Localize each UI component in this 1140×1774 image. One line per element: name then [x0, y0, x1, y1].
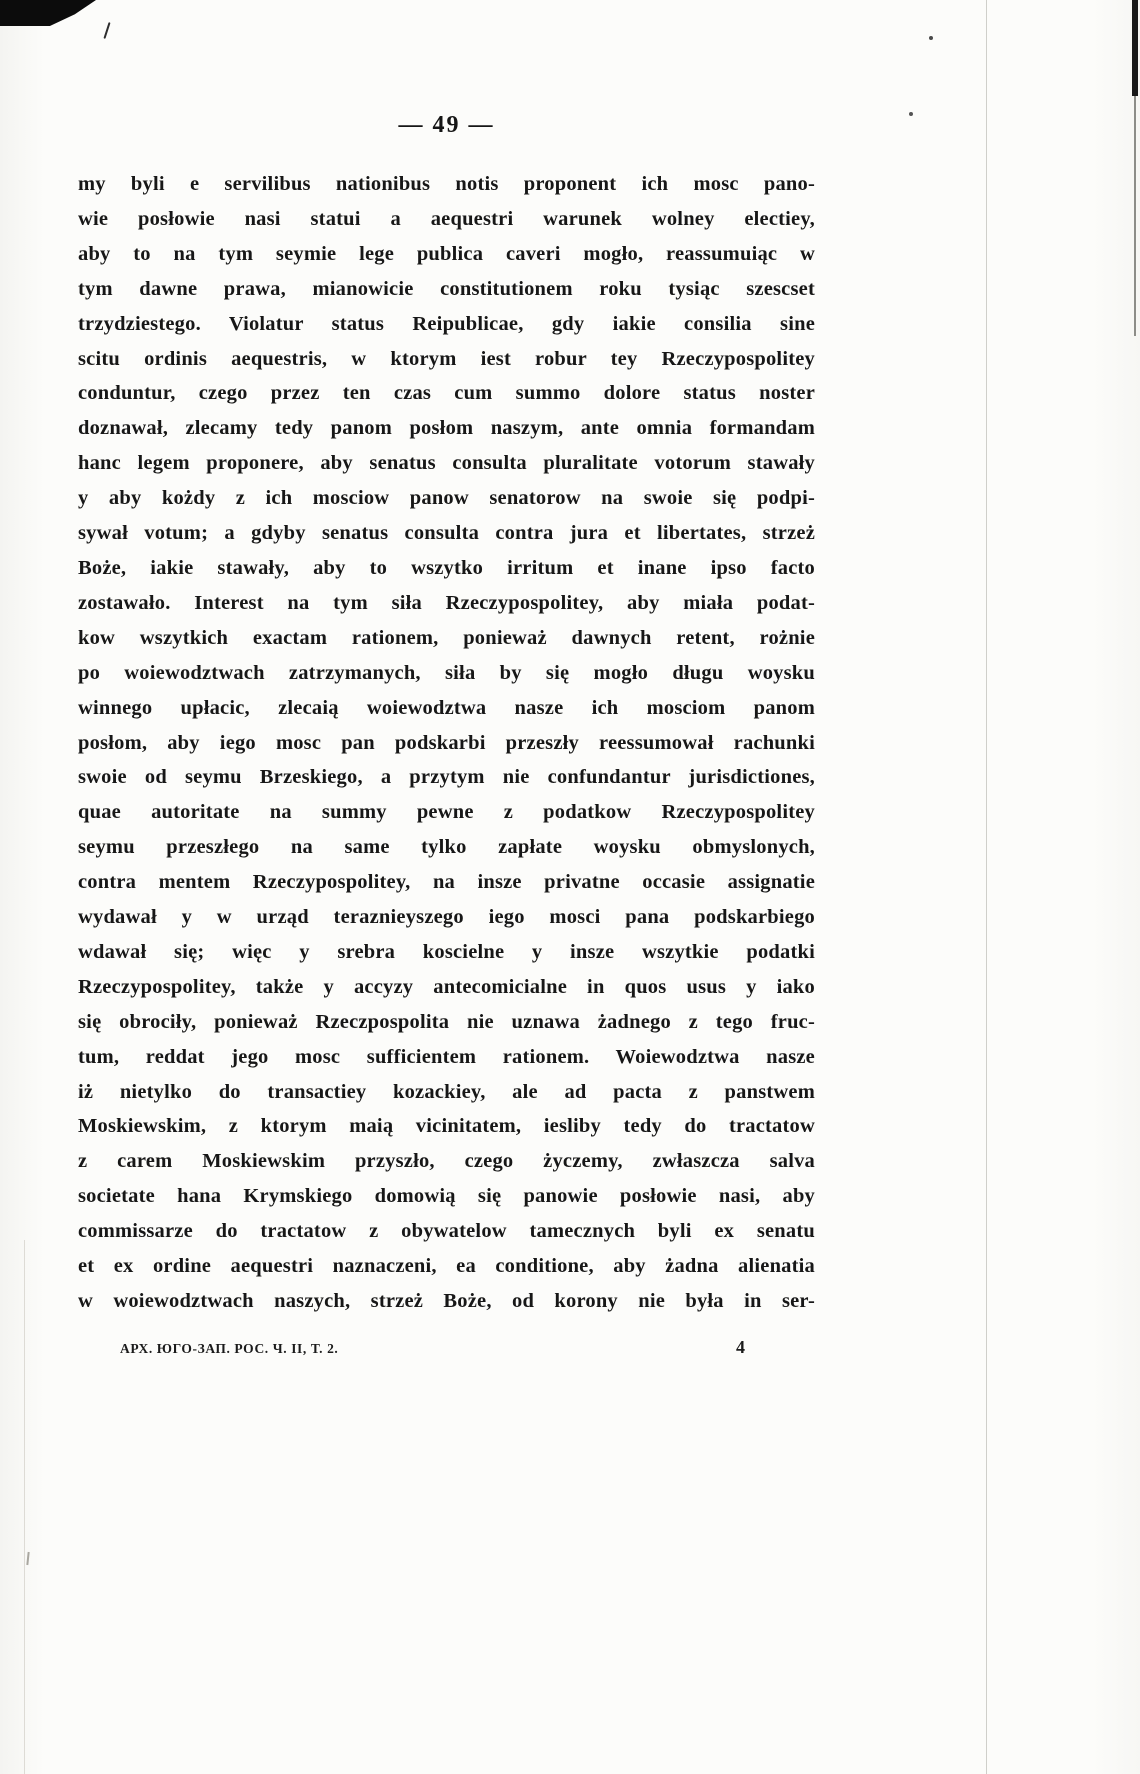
- scan-artifact-dot: [929, 36, 933, 40]
- text-line: Moskiewskim, z ktorym maią vicinitatem, iesliby tedy do tractatow: [78, 1115, 815, 1138]
- footer-page-signature: 4: [736, 1337, 745, 1357]
- footer-citation: АРХ. ЮГО-ЗАП. РОС. Ч. II, Т. 2.: [120, 1341, 339, 1356]
- scan-artifact-left-speck: [26, 1552, 29, 1565]
- text-line: się obrociły, ponieważ Rzeczpospolita nie uznawa żadnego z tego fruc-: [78, 1010, 815, 1033]
- text-line: contra mentem Rzeczypospolitey, na insze privatne occasie assignatie: [78, 871, 815, 894]
- text-line: y aby kożdy z ich mosciow panow senatorow na swoie się podpi-: [78, 487, 815, 510]
- scan-artifact-right-edge: [1132, 0, 1138, 96]
- text-line: swoie od seymu Brzeskiego, a przytym nie confundantur jurisdictiones,: [78, 766, 815, 789]
- text-line: scitu ordinis aequestris, w ktorym iest robur tey Rzeczypospolitey: [78, 347, 815, 370]
- text-line: iż nietylko do transactiey kozackiey, ale ad pacta z panstwem: [78, 1080, 815, 1103]
- text-line: kow wszytkich exactam rationem, ponieważ dawnych retent, rożnie: [78, 626, 815, 649]
- text-line: wie posłowie nasi statui a aequestri warunek wolney electiey,: [78, 207, 815, 230]
- text-line: trzydziestego. Violatur status Reipublicae, gdy iakie consilia sine: [78, 312, 815, 335]
- text-line: tym dawne prawa, mianowicie constitutionem roku tysiąc szescset: [78, 277, 815, 300]
- page-body-text: [78, 167, 815, 1319]
- text-line: aby to na tym seymie lege publica caveri mogło, reassumuiąc w: [78, 242, 815, 265]
- text-line: commissarze do tractatow z obywatelow tamecznych byli ex senatu: [78, 1220, 815, 1243]
- text-line: z carem Moskiewskim przyszło, czego życzemy, zwłaszcza salva: [78, 1150, 815, 1173]
- text-line: my byli e servilibus nationibus notis proponent ich mosc pano-: [78, 173, 815, 195]
- scan-artifact-top-left-blob: [0, 0, 96, 26]
- text-line: et ex ordine aequestri naznaczeni, ea conditione, aby żadna alienatia: [78, 1255, 815, 1278]
- scan-artifact-right-edge-faint: [1134, 96, 1136, 336]
- scan-artifact-left-edge: [24, 1240, 25, 1774]
- text-line: tum, reddat jego mosc sufficientem rationem. Woiewodztwa nasze: [78, 1045, 815, 1068]
- text-line: quae autoritate na summy pewne z podatkow Rzeczypospolitey: [78, 801, 815, 824]
- text-line: winnego upłacic, zlecaią woiewodztwa nasze ich mosciom panom: [78, 696, 815, 719]
- text-line: sywał votum; a gdyby senatus consulta contra jura et libertates, strzeż: [78, 522, 815, 545]
- text-line: po woiewodztwach zatrzymanych, siła by się mogło długu woysku: [78, 661, 815, 684]
- text-line: seymu przeszłego na same tylko zapłate woysku obmyslonych,: [78, 836, 815, 859]
- text-line: societate hana Krymskiego domowią się panowie posłowie nasi, aby: [78, 1185, 815, 1208]
- scan-artifact-backslash: [103, 22, 110, 39]
- text-line: hanc legem proponere, aby senatus consulta pluralitate votorum stawały: [78, 452, 815, 475]
- text-line: Boże, iakie stawały, aby to wszytko irritum et inane ipso facto: [78, 556, 815, 579]
- text-line: zostawało. Interest na tym siła Rzeczypospolitey, aby miała podat-: [78, 591, 815, 614]
- text-line: posłom, aby iego mosc pan podskarbi przeszły reessumował rachunki: [78, 731, 815, 754]
- page-footer: [78, 1337, 815, 1363]
- text-line: w woiewodztwach naszych, strzeż Boże, od korony nie była in ser-: [78, 1290, 815, 1312]
- text-line: conduntur, czego przez ten czas cum summo dolore status noster: [78, 382, 815, 405]
- page-number: — 49 —: [398, 112, 495, 138]
- text-line: Rzeczypospolitey, także y accyzy antecomicialne in quos usus y iako: [78, 975, 815, 998]
- text-line: doznawał, zlecamy tedy panom posłom naszym, ante omnia formandam: [78, 417, 815, 440]
- text-line: wdawał się; więc y srebra koscielne y insze wszytkie podatki: [78, 940, 815, 963]
- text-line: wydawał y w urząd teraznieyszego iego mosci pana podskarbiego: [78, 906, 815, 929]
- scan-artifact-dot: [909, 112, 913, 116]
- scan-artifact-crease-line: [986, 0, 987, 1774]
